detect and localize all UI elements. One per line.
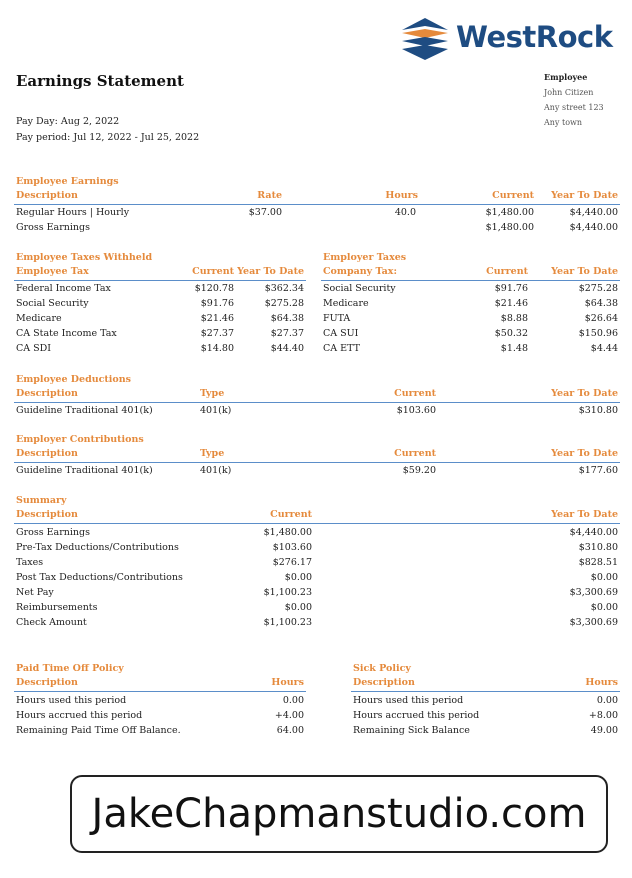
- cell-ytd: $275.28: [264, 298, 304, 309]
- summary-title: Summary: [16, 495, 67, 506]
- cell-ytd: $828.51: [578, 557, 618, 568]
- table-row: [14, 341, 306, 356]
- col-current: Current: [394, 448, 436, 459]
- table-row: [321, 341, 620, 356]
- col-ytd: Year To Date: [551, 509, 618, 520]
- employer-taxes-title: Employer Taxes: [323, 252, 407, 263]
- table-row: [14, 600, 620, 615]
- cell-current: $276.17: [272, 557, 312, 568]
- cell-tax: CA State Income Tax: [16, 328, 117, 339]
- col-hours: Hours: [271, 677, 304, 688]
- col-ytd: Year To Date: [551, 266, 618, 277]
- taxes-withheld-title: Employee Taxes Withheld: [16, 252, 153, 263]
- pay-day: Pay Day: Aug 2, 2022: [16, 116, 120, 127]
- earnings-header: [14, 190, 620, 205]
- cell-current: $1,100.23: [263, 617, 312, 628]
- cell-ytd: $4.44: [590, 343, 618, 354]
- cell-description: Hours accrued this period: [353, 710, 480, 721]
- cell-current: $8.88: [500, 313, 528, 324]
- cell-description: Pre-Tax Deductions/Contributions: [16, 542, 179, 553]
- col-description: Description: [353, 677, 415, 688]
- col-current: Current: [394, 388, 436, 399]
- col-hours: Hours: [585, 677, 618, 688]
- cell-ytd: $27.37: [270, 328, 304, 339]
- col-description: Description: [16, 509, 78, 520]
- col-ytd: Year To Date: [551, 388, 618, 399]
- col-ytd: Year To Date: [237, 266, 304, 277]
- cell-rate: $37.00: [248, 207, 282, 218]
- table-row: [14, 311, 306, 326]
- col-rate: Rate: [257, 190, 282, 201]
- taxes-withheld-header: [14, 266, 306, 281]
- cell-current: $0.00: [284, 602, 312, 613]
- table-row: [14, 540, 620, 555]
- cell-current: $59.20: [402, 465, 436, 476]
- col-hours: Hours: [385, 190, 418, 201]
- sick-rows: [351, 693, 620, 738]
- pay-period: Pay period: Jul 12, 2022 - Jul 25, 2022: [16, 132, 200, 143]
- table-row: [14, 525, 620, 540]
- cell-ytd: $0.00: [590, 572, 618, 583]
- cell-current: $21.46: [494, 298, 528, 309]
- employee-town: Any town: [544, 118, 583, 127]
- table-row: [14, 708, 306, 723]
- logo-text: WestRock: [456, 20, 613, 54]
- company-logo: [400, 14, 620, 64]
- col-company-tax: Company Tax:: [323, 266, 397, 277]
- pto-rows: [14, 693, 306, 738]
- employer-taxes-rows: [321, 281, 620, 356]
- contributions-title: Employer Contributions: [16, 434, 144, 445]
- cell-current: $91.76: [494, 283, 528, 294]
- table-row: [321, 296, 620, 311]
- cell-description: Remaining Sick Balance: [353, 725, 470, 736]
- taxes-withheld-rows: [14, 281, 306, 356]
- deductions-title: Employee Deductions: [16, 374, 132, 385]
- cell-current: $1,100.23: [263, 587, 312, 598]
- table-row: [14, 403, 620, 418]
- cell-hours: 0.00: [596, 695, 618, 706]
- table-row: [14, 326, 306, 341]
- pto-header: [14, 677, 306, 692]
- cell-hours: 40.0: [394, 207, 416, 218]
- cell-type: 401(k): [200, 405, 232, 416]
- table-row: [351, 693, 620, 708]
- employer-taxes-header: [321, 266, 620, 281]
- table-row: [14, 615, 620, 630]
- cell-tax: Social Security: [16, 298, 89, 309]
- cell-ytd: $44.40: [270, 343, 304, 354]
- contributions-header: [14, 448, 620, 463]
- pto-title: Paid Time Off Policy: [16, 663, 124, 674]
- employee-name: John Citizen: [544, 88, 594, 97]
- cell-description: Guideline Traditional 401(k): [16, 405, 153, 416]
- col-current: Current: [492, 190, 534, 201]
- table-row: [321, 311, 620, 326]
- cell-description: Gross Earnings: [16, 222, 90, 233]
- cell-tax: Social Security: [323, 283, 396, 294]
- summary-rows: [14, 525, 620, 630]
- cell-current: $14.80: [200, 343, 234, 354]
- cell-ytd: $4,440.00: [569, 207, 618, 218]
- cell-ytd: $4,440.00: [569, 527, 618, 538]
- cell-ytd: $362.34: [264, 283, 304, 294]
- col-description: Description: [16, 677, 78, 688]
- col-type: Type: [200, 448, 225, 459]
- page-title: Earnings Statement: [16, 72, 184, 90]
- cell-current: $1.48: [500, 343, 528, 354]
- cell-hours: 64.00: [276, 725, 304, 736]
- pay-info: [16, 114, 199, 146]
- cell-tax: CA SDI: [16, 343, 52, 354]
- cell-current: $0.00: [284, 572, 312, 583]
- cell-ytd: $4,440.00: [569, 222, 618, 233]
- cell-description: Guideline Traditional 401(k): [16, 465, 153, 476]
- table-row: [14, 555, 620, 570]
- cell-description: Remaining Paid Time Off Balance.: [16, 725, 181, 736]
- table-row: [321, 326, 620, 341]
- cell-ytd: $3,300.69: [569, 587, 618, 598]
- cell-current: $91.76: [200, 298, 234, 309]
- cell-description: Hours used this period: [353, 695, 464, 706]
- employee-street: Any street 123: [544, 103, 604, 112]
- cell-tax: Medicare: [16, 313, 62, 324]
- deductions-header: [14, 388, 620, 403]
- table-row: [14, 570, 620, 585]
- cell-ytd: $310.80: [578, 405, 618, 416]
- table-row: [351, 708, 620, 723]
- cell-description: Net Pay: [16, 587, 54, 598]
- cell-description: Hours accrued this period: [16, 710, 143, 721]
- cell-description: Regular Hours | Hourly: [16, 207, 130, 218]
- col-current: Current: [192, 266, 234, 277]
- cell-ytd: $3,300.69: [569, 617, 618, 628]
- cell-ytd: $275.28: [578, 283, 618, 294]
- table-row: [14, 220, 620, 235]
- cell-current: $1,480.00: [485, 222, 534, 233]
- employee-info: [544, 70, 604, 130]
- cell-current: $1,480.00: [263, 527, 312, 538]
- earnings-title: Employee Earnings: [16, 176, 119, 187]
- cell-current: $50.32: [494, 328, 528, 339]
- cell-description: Hours used this period: [16, 695, 127, 706]
- watermark-banner: JakeChapmanstudio.com: [70, 775, 608, 853]
- col-description: Description: [16, 388, 78, 399]
- cell-current: $21.46: [200, 313, 234, 324]
- cell-description: Post Tax Deductions/Contributions: [16, 572, 183, 583]
- cell-type: 401(k): [200, 465, 232, 476]
- cell-description: Taxes: [16, 557, 44, 568]
- table-row: [351, 723, 620, 738]
- col-description: Description: [16, 190, 78, 201]
- cell-description: Reimbursements: [16, 602, 98, 613]
- cell-tax: Medicare: [323, 298, 369, 309]
- cell-tax: FUTA: [323, 313, 351, 324]
- sick-title: Sick Policy: [353, 663, 411, 674]
- cell-current: $103.60: [272, 542, 312, 553]
- westrock-logo-icon: [400, 16, 450, 62]
- cell-hours: +4.00: [274, 710, 304, 721]
- summary-header: [14, 509, 620, 524]
- table-row: [14, 296, 306, 311]
- col-description: Description: [16, 448, 78, 459]
- table-row: [14, 585, 620, 600]
- cell-ytd: $64.38: [270, 313, 304, 324]
- employee-heading: Employee: [544, 72, 588, 82]
- cell-current: $103.60: [396, 405, 436, 416]
- cell-ytd: $64.38: [584, 298, 618, 309]
- sick-header: [351, 677, 620, 692]
- table-row: [14, 463, 620, 478]
- cell-hours: 49.00: [590, 725, 618, 736]
- cell-description: Check Amount: [16, 617, 87, 628]
- cell-ytd: $310.80: [578, 542, 618, 553]
- col-employee-tax: Employee Tax: [16, 266, 89, 277]
- cell-ytd: $177.60: [578, 465, 618, 476]
- cell-current: $27.37: [200, 328, 234, 339]
- cell-description: Gross Earnings: [16, 527, 90, 538]
- table-row: [14, 281, 306, 296]
- cell-ytd: $26.64: [584, 313, 618, 324]
- cell-tax: CA SUI: [323, 328, 359, 339]
- col-ytd: Year To Date: [551, 448, 618, 459]
- col-ytd: Year To Date: [551, 190, 618, 201]
- cell-tax: Federal Income Tax: [16, 283, 111, 294]
- cell-hours: +8.00: [588, 710, 618, 721]
- table-row: [14, 693, 306, 708]
- table-row: [14, 205, 620, 220]
- cell-ytd: $0.00: [590, 602, 618, 613]
- cell-hours: 0.00: [282, 695, 304, 706]
- cell-ytd: $150.96: [578, 328, 618, 339]
- col-current: Current: [270, 509, 312, 520]
- col-current: Current: [486, 266, 528, 277]
- col-type: Type: [200, 388, 225, 399]
- cell-current: $1,480.00: [485, 207, 534, 218]
- cell-tax: CA ETT: [323, 343, 360, 354]
- table-row: [14, 723, 306, 738]
- table-row: [321, 281, 620, 296]
- cell-current: $120.78: [194, 283, 234, 294]
